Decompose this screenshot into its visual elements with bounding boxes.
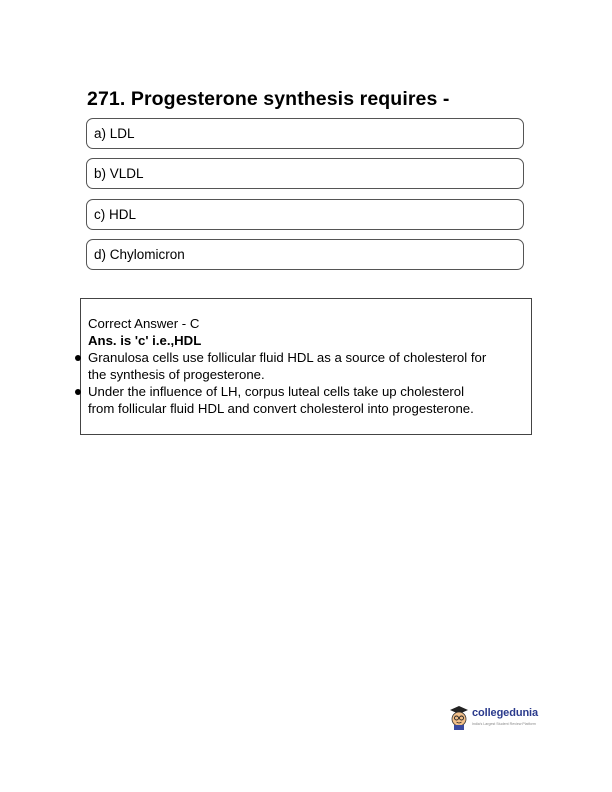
answer-box xyxy=(80,298,532,435)
bullet-icon xyxy=(75,389,81,395)
explanation-line: Under the influence of LH, corpus luteal cells take up cholesterol xyxy=(88,384,465,399)
answer-heading: Ans. is 'c' i.e.,HDL xyxy=(88,333,202,348)
option-c[interactable]: c) HDL xyxy=(86,199,524,230)
logo-name: collegedunia xyxy=(472,707,539,719)
option-d: d) Chylomicron xyxy=(86,239,524,270)
bullet-icon xyxy=(75,355,81,361)
explanation-line: Granulosa cells use follicular fluid HDL as a source of cholesterol for xyxy=(88,350,487,365)
question-title: 271. Progesterone synthesis requires - xyxy=(87,88,450,110)
explanation-line: from follicular fluid HDL and convert cholesterol into progesterone. xyxy=(88,401,474,416)
correct-answer: Correct Answer - C xyxy=(88,316,200,331)
explanation-line: the synthesis of progesterone. xyxy=(88,367,265,382)
option-a[interactable]: a) LDL xyxy=(86,118,524,149)
mascot-icon xyxy=(448,704,470,730)
logo-tagline: India's Largest Student Review Platform xyxy=(472,722,536,726)
collegedunia-logo xyxy=(448,704,548,732)
option-b[interactable]: b) VLDL xyxy=(86,158,524,189)
